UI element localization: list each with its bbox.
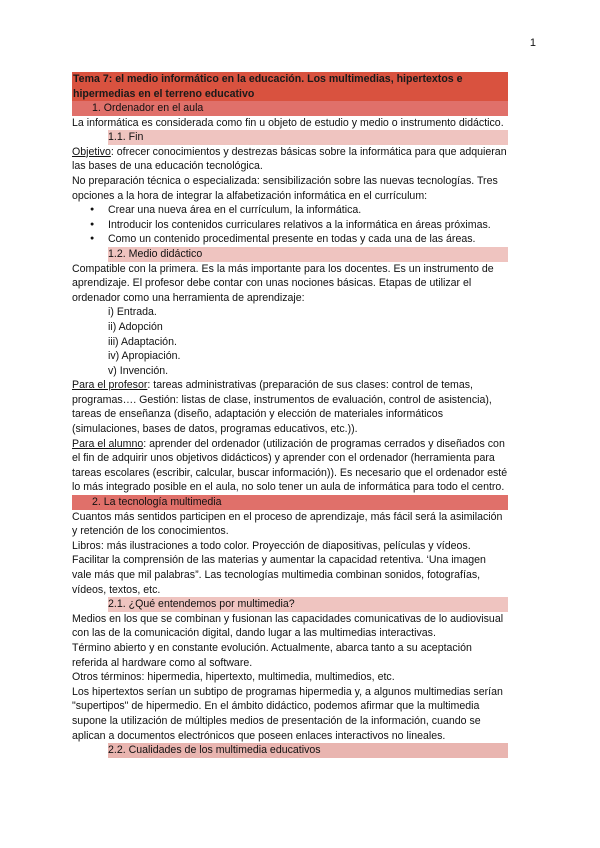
profesor-label: Para el profesor: [72, 379, 148, 392]
section-1-paragraph: La informática es considerada como fin u objeto de estudio y medio o instrumento didáctico.: [72, 116, 504, 129]
hipertextos-paragraph: Los hipertextos serían un subtipo de programas hipermedia y, a algunos multimedias serían "supertipos" de hipermedio. En el ámbito didáctico, podemos afirmar que la multimedia supone la utilización de múltiples medios de presentación de la información, cuando se aplican a documentos electrónicos que poseen enlaces interactivos no lineales.: [72, 685, 503, 742]
stages-list: [72, 305, 508, 378]
list-item: ● Crear una nueva área en el currículum, la informática.: [108, 203, 508, 218]
objetivo-label: Objetivo: [72, 145, 111, 158]
list-item: ● Como un contenido procedimental presente en todas y cada una de las áreas.: [108, 232, 508, 247]
otros-paragraph: Otros términos: hipermedia, hipertexto, multimedia, multimedios, etc.: [72, 671, 395, 684]
compatible-paragraph: Compatible con la primera. Es la más importante para los docentes. Es un instrumento de aprendizaje. El profesor debe contar con unas nociones básicas. Etapas de utilizar el ordenador como una herramienta de aprendizaje:: [72, 262, 494, 304]
options-list: [72, 203, 508, 247]
profesor-paragraph: [72, 378, 508, 436]
alumno-label: Para el alumno: [72, 437, 144, 450]
objetivo-paragraph: [72, 145, 508, 174]
document-body: [72, 72, 508, 758]
preparation-paragraph: No preparación técnica o especializada: sensibilización sobre las nuevas tecnologías. Tres opciones a la hora de integrar la alfabetización informática en el currículum:: [72, 174, 498, 202]
list-item: ● Introducir los contenidos curriculares relativos a la informática en áreas próximas.: [108, 218, 508, 233]
profesor-text: : tareas administrativas (preparación de sus clases: control de temas, programas…. Gestión: listas de clase, instrumentos de evaluación, control de asistencia), tareas de enseñanza (diseño, adaptación y elección de materiales informáticos (simulaciones, bases de datos, programas educativos, etc.)).: [72, 379, 492, 436]
list-item: iv) Apropiación.: [108, 350, 181, 363]
objetivo-text: : ofrecer conocimientos y destrezas básicas sobre la informática para que adquieran las bases de una educación tecnológica.: [72, 145, 507, 173]
section-2-2-heading: 2.2. Cualidades de los multimedia educativos: [108, 743, 508, 758]
list-item: ii) Adopción: [108, 320, 163, 333]
list-item: v) Invención.: [108, 364, 169, 377]
libros-paragraph: Libros: más ilustraciones a todo color. Proyección de diapositivas, películas y vídeos. Facilitar la comprensión de las materias y aumentar la capacidad retentiva. ‘Una imagen vale más que mil palabras”. Las tecnologías multimedia combinan sonidos, fotografías, vídeos, textos, etc.: [72, 539, 486, 596]
alumno-paragraph: [72, 437, 508, 495]
page-number: 1: [529, 37, 536, 49]
section-1-2-heading: 1.2. Medio didáctico: [108, 247, 508, 262]
section-2-1-heading: 2.1. ¿Qué entendemos por multimedia?: [108, 597, 508, 612]
senses-paragraph: Cuantos más sentidos participen en el proceso de aprendizaje, más fácil será la asimilación y retención de los conocimientos.: [72, 510, 503, 538]
section-1-1-heading: 1.1. Fin: [108, 130, 508, 145]
medios-paragraph: Medios en los que se combinan y fusionan las capacidades comunicativas de lo audiovisual con las de la comunicación digital, dando lugar a las multimedias interactivas.: [72, 612, 504, 640]
list-item: iii) Adaptación.: [108, 335, 177, 348]
alumno-text: : aprender del ordenador (utilización de programas cerrados y diseñados con el fin de adquirir unos objetivos didácticos) y aprender con el ordenador (herramienta para tareas escolares (escribir, calcular, buscar información)). Es necesario que el ordenador esté lo más integrado posible en el aula, no solo tener un aula de informática para todo el centro.: [72, 437, 508, 494]
list-item: i) Entrada.: [108, 306, 157, 319]
termino-paragraph: Término abierto y en constante evolución. Actualmente, abarca tanto a su aceptación referida al hardware como al software.: [72, 641, 472, 669]
document-title: Tema 7: el medio informático en la educación. Los multimedias, hipertextos e hipermedias en el terreno educativo: [72, 72, 508, 101]
section-1-heading: 1. Ordenador en el aula: [72, 101, 508, 116]
section-2-heading: 2. La tecnología multimedia: [72, 495, 508, 510]
